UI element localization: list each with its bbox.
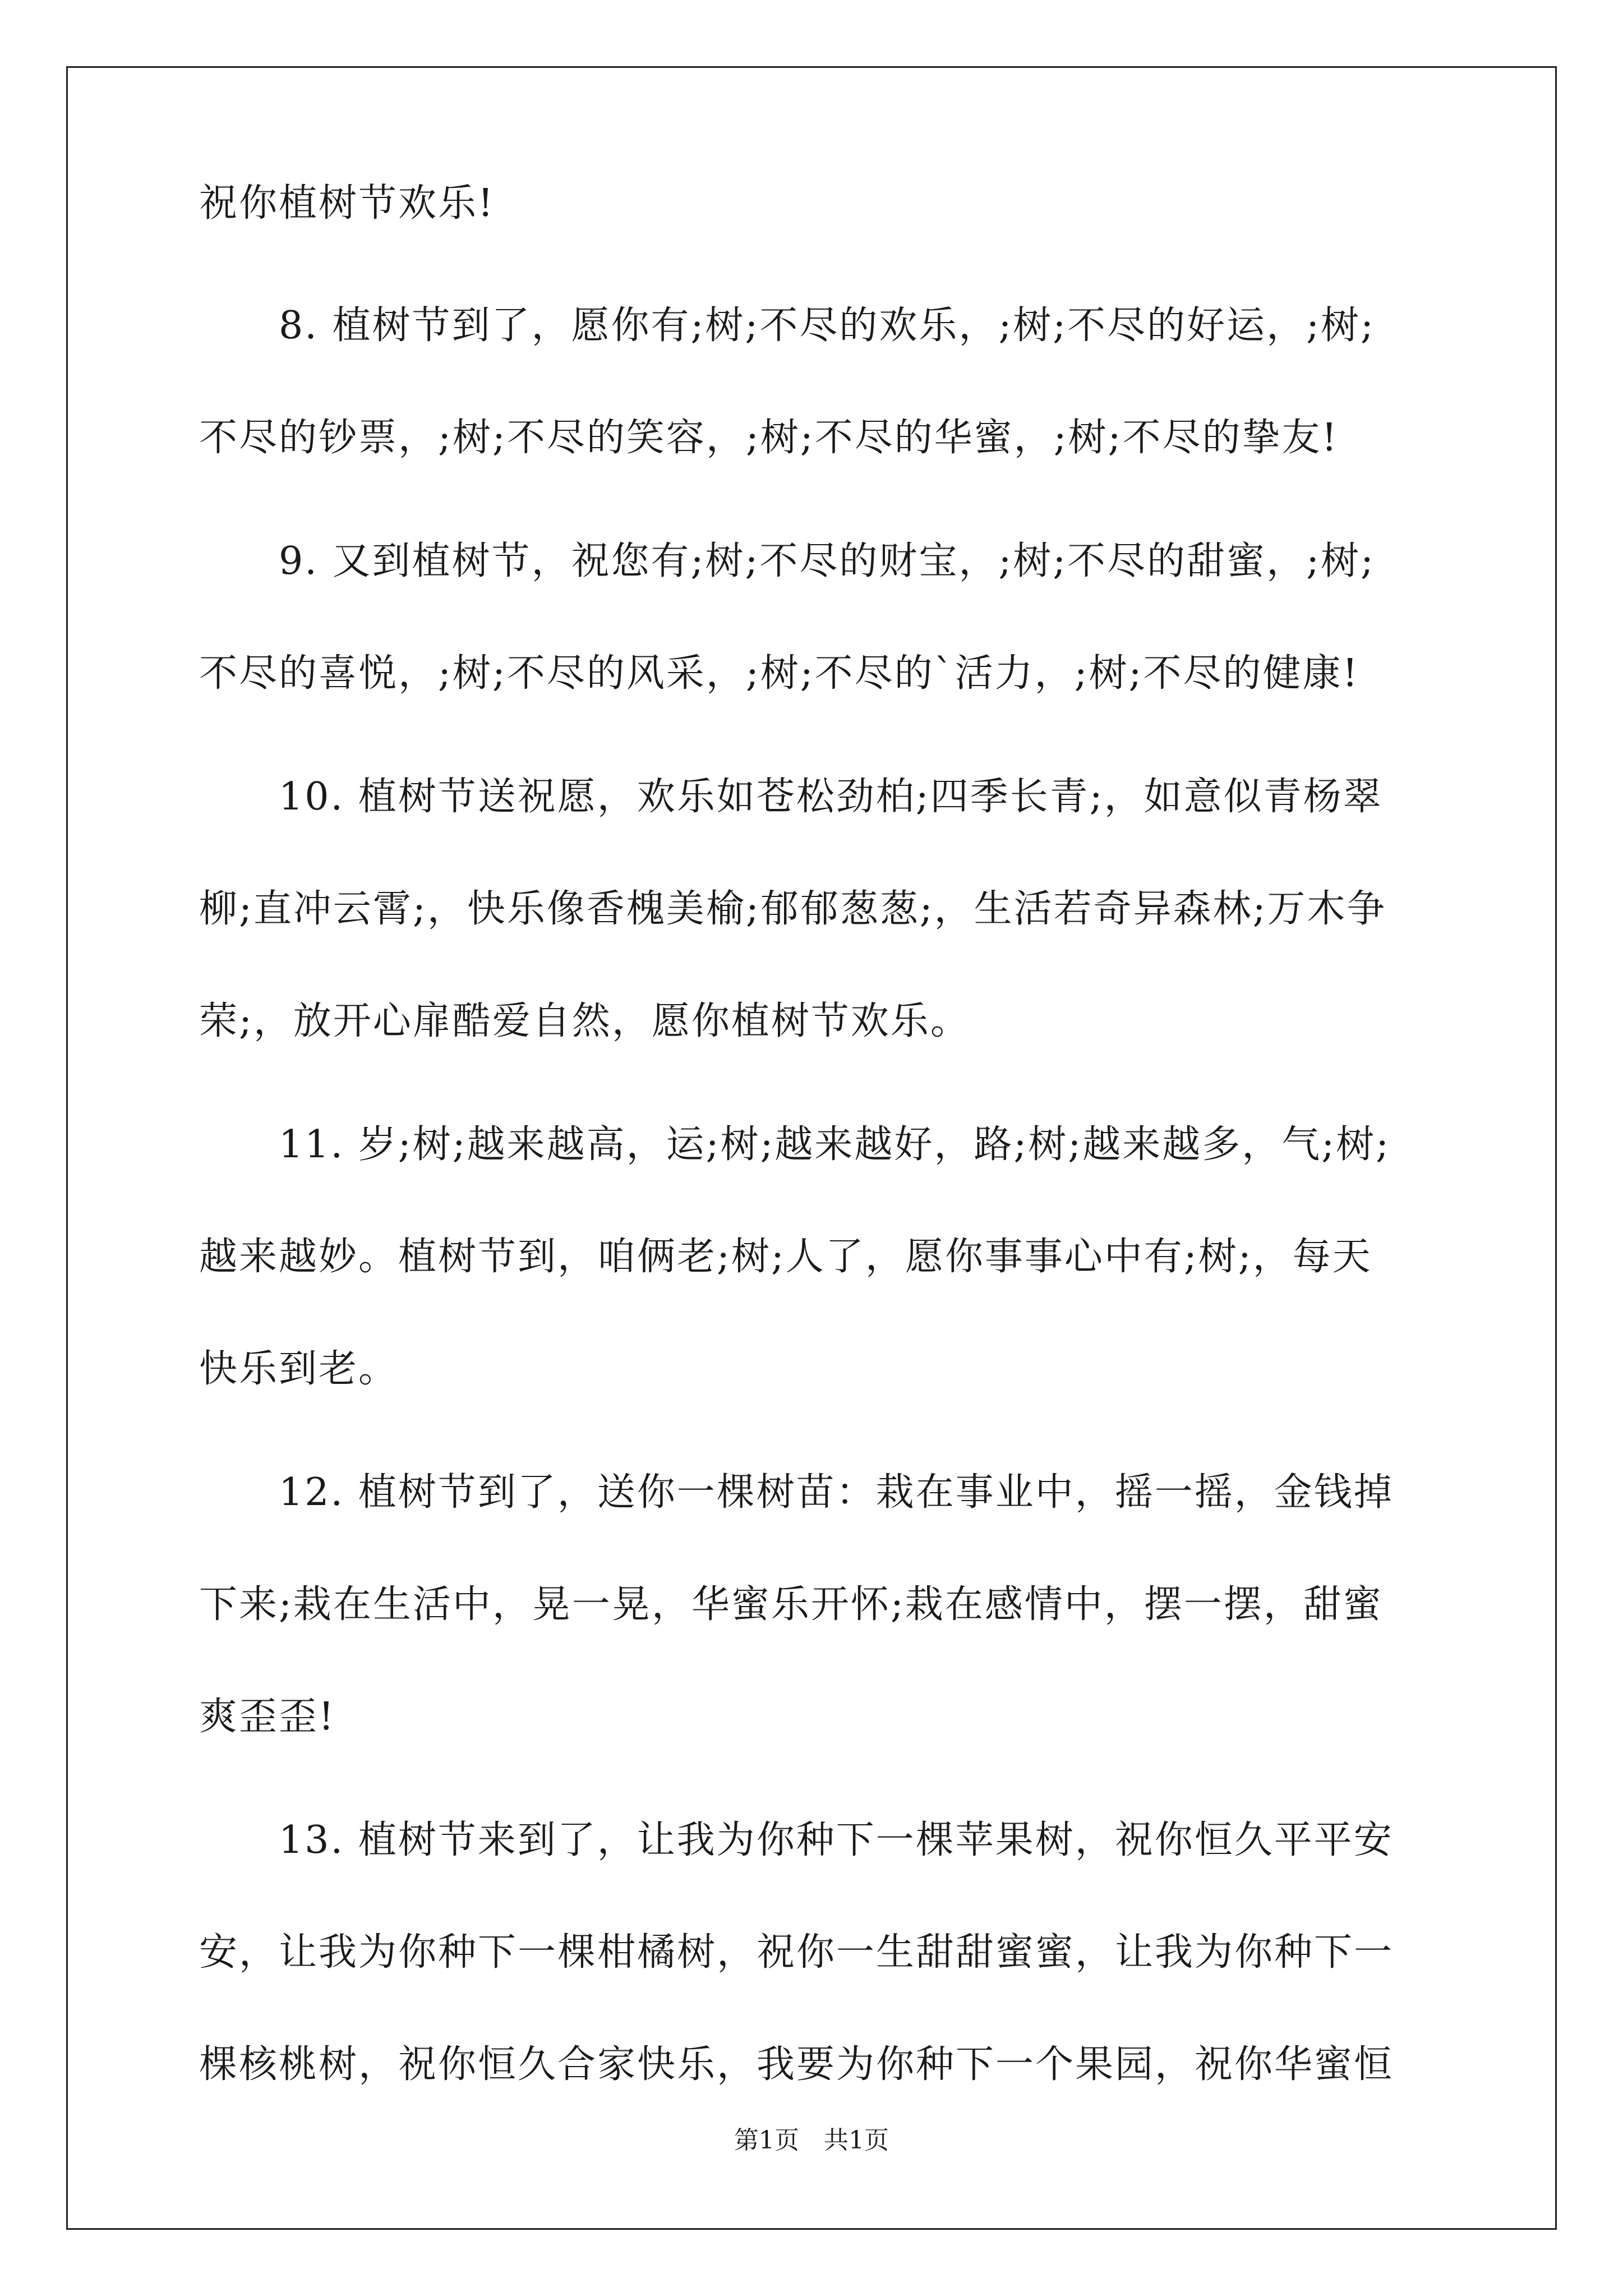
text-line: 13. 植树节来到了，让我为你种下一棵苹果树，祝你恒久平平安 [199, 1818, 1394, 1862]
text-line: 荣;，放开心扉酷爱自然，愿你植树节欢乐。 [199, 999, 970, 1043]
text-line: 爽歪歪! [199, 1695, 336, 1739]
text-line: 10. 植树节送祝愿，欢乐如苍松劲柏;四季长青;，如意似青杨翠 [199, 775, 1383, 819]
text-line: 9. 又到植树节，祝您有;树;不尽的财宝，;树;不尽的甜蜜，;树; [199, 539, 1375, 583]
text-line: 快乐到老。 [199, 1347, 399, 1391]
text-line: 8. 植树节到了，愿你有;树;不尽的欢乐，;树;不尽的好运，;树; [199, 303, 1375, 348]
text-line: 不尽的钞票，;树;不尽的笑容，;树;不尽的华蜜，;树;不尽的挚友! [199, 416, 1339, 460]
text-line: 12. 植树节到了，送你一棵树苗：栽在事业中，摇一摇，金钱掉 [199, 1470, 1394, 1515]
text-line: 下来;栽在生活中，晃一晃，华蜜乐开怀;栽在感情中，摆一摆，甜蜜 [199, 1582, 1383, 1627]
text-line: 11. 岁;树;越来越高，运;树;越来越好，路;树;越来越多，气;树; [199, 1122, 1391, 1167]
text-line: 安，让我为你种下一棵柑橘树，祝你一生甜甜蜜蜜，让我为你种下一 [199, 1930, 1394, 1975]
text-line: 柳;直冲云霄;，快乐像香槐美榆;郁郁葱葱;，生活若奇异森林;万木争 [199, 887, 1387, 931]
page-footer: 第1页 共1页 [734, 2126, 889, 2155]
text-line: 越来越妙。植树节到，咱俩老;树;人了，愿你事事心中有;树;，每天 [199, 1235, 1372, 1279]
text-line: 棵核桃树，祝你恒久合家快乐，我要为你种下一个果园，祝你华蜜恒 [199, 2042, 1394, 2087]
text-line: 祝你植树节欢乐! [199, 181, 495, 226]
text-line: 不尽的喜悦，;树;不尽的风采，;树;不尽的`活力，;树;不尽的健康! [199, 651, 1359, 696]
